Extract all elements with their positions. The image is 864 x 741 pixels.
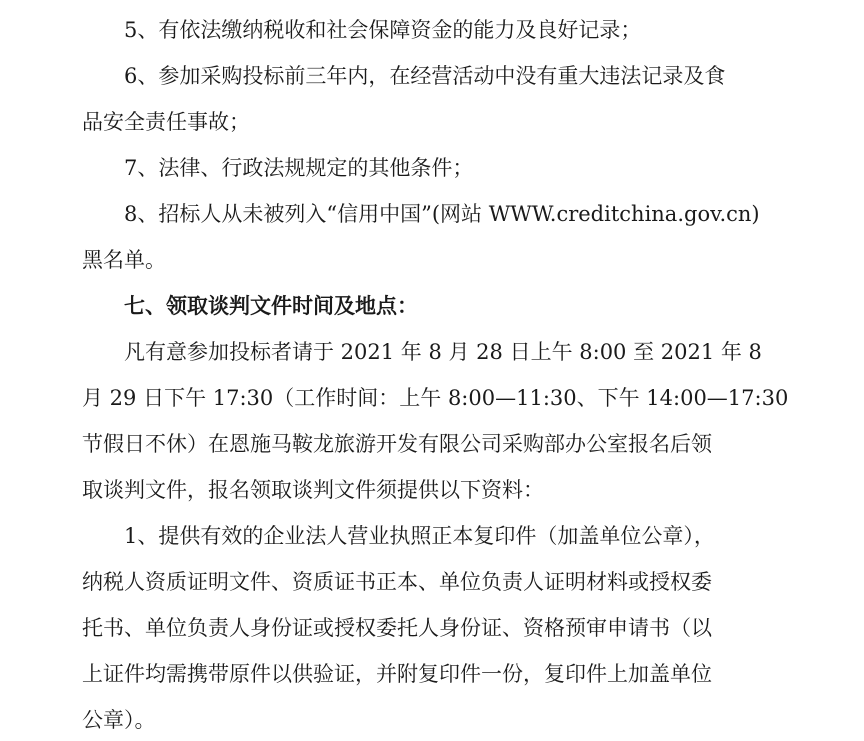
clause-8-line-2: 黑名单。: [82, 248, 166, 272]
section-7-para-line-2: 月 29 日下午 17:30（工作时间：上午 8:00—11:30、下午 14:00—17:30: [82, 386, 789, 410]
clause-8-line-1: 8、招标人从未被列入“信用中国”(网站 WWW.creditchina.gov.cn): [124, 202, 760, 226]
section-7-para-line-4: 取谈判文件，报名领取谈判文件须提供以下资料：: [82, 478, 544, 502]
section-7-heading: 七、领取谈判文件时间及地点：: [124, 293, 418, 318]
item-1-line-3: 托书、单位负责人身份证或授权委托人身份证、资格预审申请书（以: [82, 616, 712, 640]
section-7-para-line-1: 凡有意参加投标者请于 2021 年 8 月 28 日上午 8:00 至 2021 年 8: [124, 340, 762, 364]
item-1-line-5: 公章）。: [82, 708, 156, 732]
item-1-line-2: 纳税人资质证明文件、资质证书正本、单位负责人证明材料或授权委: [82, 570, 712, 594]
clause-6-line-1: 6、参加采购投标前三年内，在经营活动中没有重大违法记录及食: [124, 64, 726, 88]
section-7-para-line-3: 节假日不休）在恩施马鞍龙旅游开发有限公司采购部办公室报名后领: [82, 432, 712, 456]
clause-5-line: 5、有依法缴纳税收和社会保障资金的能力及良好记录；: [124, 18, 642, 42]
item-1-line-1: 1、提供有效的企业法人营业执照正本复印件（加盖单位公章），: [124, 524, 715, 548]
clause-7-line: 7、法律、行政法规规定的其他条件；: [124, 156, 474, 180]
clause-6-line-2: 品安全责任事故；: [82, 110, 250, 134]
item-1-line-4: 上证件均需携带原件以供验证，并附复印件一份，复印件上加盖单位: [82, 662, 712, 686]
